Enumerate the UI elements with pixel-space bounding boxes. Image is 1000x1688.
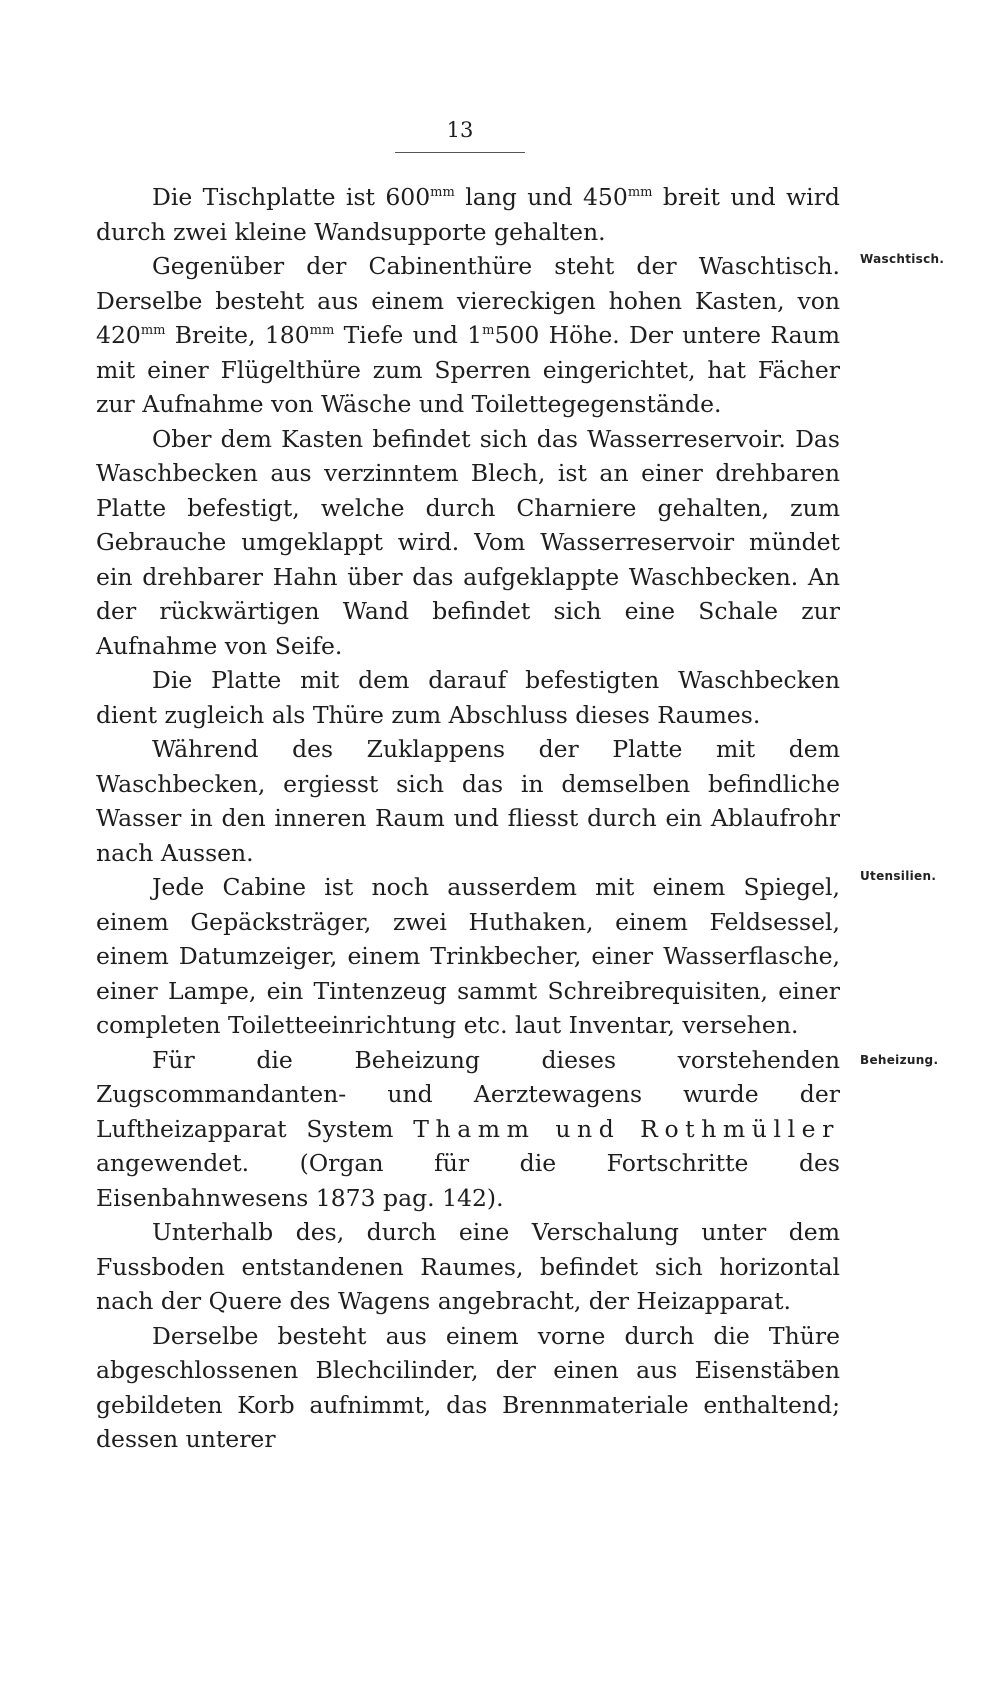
paragraph-platte: Die Platte mit dem darauf befestigten Waschbecken dient zugleich als Thüre zum Abschluss dieses Raumes. xyxy=(96,666,840,729)
text-column xyxy=(96,180,840,1457)
text-run: Tiefe und 1 xyxy=(334,321,483,349)
text-run xyxy=(620,1115,640,1143)
paragraph-beheizung xyxy=(96,1043,840,1216)
unit-superscript: mm xyxy=(430,185,455,200)
paragraph-blechcilinder: Derselbe besteht aus einem vorne durch die Thüre abgeschlossenen Blechcilinder, der einen aus Eisenstäben gebildeten Korb aufnimmt, das Brennmateriale enthaltend; dessen unterer xyxy=(96,1321,840,1453)
unit-superscript: mm xyxy=(627,185,653,200)
margin-note-utensilien: Utensilien. xyxy=(860,869,937,883)
unit-superscript: mm xyxy=(309,323,335,338)
text-run xyxy=(536,1115,556,1143)
text-run: Die Tischplatte ist 600 xyxy=(152,183,431,211)
text-run: Gegenüber der Cabinenthüre steht der Waschtisch. Derselbe besteht aus einem viereckigen hohen Kasten, von 420 xyxy=(96,252,840,349)
paragraph-tischplatte xyxy=(96,180,840,249)
text-run: Für die Beheizung dieses vorstehenden Zugscommandanten- und Aerztewagens wurde der Luftheizapparat System xyxy=(96,1045,840,1143)
header-rule xyxy=(395,152,525,153)
paragraph-waschtisch xyxy=(96,249,840,422)
margin-note-beheizung: Beheizung. xyxy=(860,1053,939,1067)
text-run: 500 Höhe. Der untere Raum mit einer Flügelthüre zum Sperren eingerichtet, hat Fächer zur Aufnahme von Wäsche und Toilettegegenstände. xyxy=(96,321,840,418)
paragraph-heizapparat: Unterhalb des, durch eine Verschalung unter dem Fussboden entstandenen Raumes, befindet sich horizontal nach der Quere des Wagens angebracht, der Heizapparat. xyxy=(96,1218,840,1315)
margin-note-waschtisch: Waschtisch. xyxy=(860,252,945,266)
unit-superscript: mm xyxy=(140,323,166,338)
unit-superscript: m xyxy=(482,323,495,338)
text-run: breit und wird durch zwei kleine Wandsupporte gehalten. xyxy=(96,183,840,246)
text-run: angewendet. (Organ für die Fortschritte des Eisenbahnwesens 1873 pag. 142). xyxy=(96,1149,840,1212)
paragraph-wasserreservoir: Ober dem Kasten befindet sich das Wasserreservoir. Das Waschbecken aus verzinntem Blech, ist an einer drehbaren Platte befestigt, welche durch Charniere gehalten, zum Gebrauche umgeklappt wird. Vom Wasserreservoir mündet ein drehbarer Hahn über das aufgeklappte Waschbecken. An der rückwärtigen Wand befindet sich eine Schale zur Aufnahme von Seife. xyxy=(96,424,840,660)
text-run: Breite, 180 xyxy=(165,321,310,349)
spaced-conjunction: und xyxy=(555,1114,621,1143)
spaced-name-rothmueller: Rothmüller xyxy=(640,1114,840,1143)
paragraph-utensilien: Jede Cabine ist noch ausserdem mit einem Spiegel, einem Gepäcksträger, zwei Huthaken, einem Feldsessel, einem Datumzeiger, einem Trinkbecher, einer Wasserflasche, einer Lampe, ein Tintenzeug sammt Schreibrequisiten, einer completen Toiletteeinrichtung etc. laut Inventar, versehen. xyxy=(96,873,840,1039)
spaced-name-thamm: Thamm xyxy=(413,1114,536,1143)
paragraph-zuklappen: Während des Zuklappens der Platte mit dem Waschbecken, ergiesst sich das in demselben befindliche Wasser in den inneren Raum und fliesst durch ein Ablaufrohr nach Aussen. xyxy=(96,735,840,867)
page-number: 13 xyxy=(446,118,474,142)
text-run: lang und 450 xyxy=(454,183,628,211)
